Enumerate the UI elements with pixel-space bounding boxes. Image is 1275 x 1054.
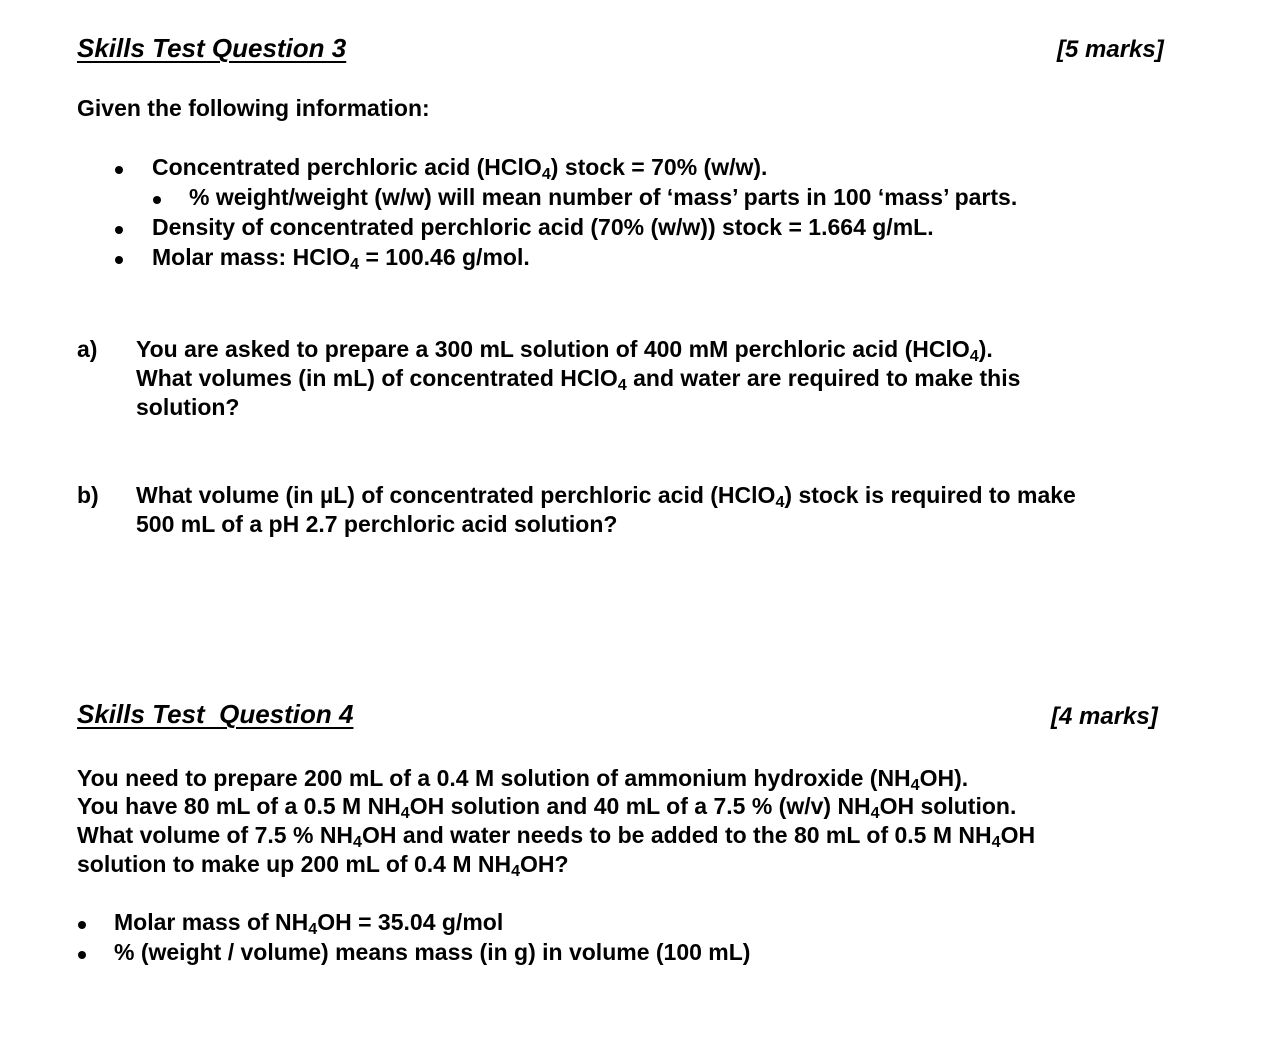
q3-part-b-line1: What volume (in µL) of concentrated perchloric acid (HClO$_4$) stock is required to make bbox=[136, 482, 1076, 512]
q3-part-b-label: b) bbox=[77, 482, 99, 508]
q3-intro: Given the following information: bbox=[77, 95, 430, 121]
bullet-dot bbox=[115, 166, 123, 174]
bullet-dot bbox=[115, 226, 123, 234]
q3-part-a-line3: solution? bbox=[136, 394, 240, 420]
q3-bullet-density: Density of concentrated perchloric acid (70% (w/w)) stock = 1.664 g/mL. bbox=[152, 214, 934, 240]
q4-line1: You need to prepare 200 mL of a 0.4 M solution of ammonium hydroxide $(NH_4OH)$. bbox=[77, 765, 969, 795]
q4-line3: What volume of 7.5 % $NH_4OH$ and water needs to be added to the 80 mL of 0.5 M $NH_4OH$ bbox=[77, 822, 1036, 852]
q4-title: Skills Test Question 4 bbox=[77, 699, 354, 729]
q4-bullet-molar: Molar mass of $NH_4OH = 35.04$ g/mol bbox=[114, 909, 504, 939]
q3-part-a-line1: You are asked to prepare a 300 mL solution of 400 mM perchloric acid (HClO$_4$). bbox=[136, 336, 993, 366]
q3-part-b-line2: 500 mL of a pH 2.7 perchloric acid solution? bbox=[136, 511, 618, 537]
bullet-dot bbox=[115, 256, 123, 264]
q4-bullet-wv: % (weight / volume) means mass (in g) in volume (100 mL) bbox=[114, 939, 751, 965]
bullet-dot bbox=[78, 951, 86, 959]
q3-bullet-molar: Molar mass: HClO$_4$ = 100.46 g/mol. bbox=[152, 244, 530, 274]
q3-bullet-stock: Concentrated perchloric acid (HClO$_4$) stock = 70% (w/w). bbox=[152, 154, 768, 184]
q3-part-a-line2: What volumes (in mL) of concentrated HClO$_4$ and water are required to make this bbox=[136, 365, 1021, 395]
q3-part-a-label: a) bbox=[77, 336, 98, 362]
q4-line4: solution to make up 200 mL of 0.4 M $NH_4OH$? bbox=[77, 851, 569, 881]
bullet-dot bbox=[153, 196, 161, 204]
q4-marks: [4 marks] bbox=[1051, 703, 1158, 730]
q3-bullet-ww: % weight/weight (w/w) will mean number of ‘mass’ parts in 100 ‘mass’ parts. bbox=[189, 184, 1018, 210]
q4-line2: You have 80 mL of a 0.5 M $NH_4OH$ solution and 40 mL of a 7.5 % (w/v) $NH_4OH$ solution. bbox=[77, 793, 1017, 823]
q3-title: Skills Test Question 3 bbox=[77, 33, 347, 63]
bullet-dot bbox=[78, 921, 86, 929]
q3-marks: [5 marks] bbox=[1057, 36, 1164, 63]
